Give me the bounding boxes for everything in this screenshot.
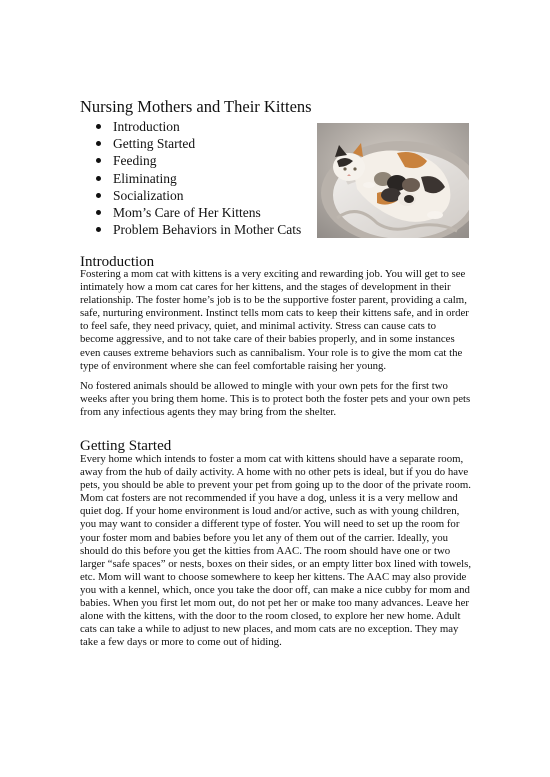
bullet-icon xyxy=(96,141,101,146)
bullet-icon xyxy=(96,193,101,198)
bullet-icon xyxy=(96,176,101,181)
bullet-icon xyxy=(96,210,101,215)
section-heading-introduction: Introduction xyxy=(80,254,155,270)
toc-label: Socialization xyxy=(113,187,184,203)
toc-item-eliminating xyxy=(96,170,301,187)
toc-item-feeding xyxy=(96,152,301,169)
toc-label: Mom’s Care of Her Kittens xyxy=(113,205,261,221)
intro-paragraph-1: Fostering a mom cat with kittens is a very exciting and rewarding job. You will get to see intimately how a mom cat cares for her kittens, and the stages of development in their relationship. The foster home’s job is to be the supportive foster parent, providing a calm, safe, nurturing environment. Instinct tells mom cats to keep their kittens safe, and in order to feel safe, they need privacy, quiet, and minimal activity. Stress can cause cats to become aggressive, and to not take care of their babies properly, and in some instances even causes extreme behaviors such as cannibalism. Your role is to give the mom cat the type of environment where she can feel comfortable raising her young. xyxy=(80,268,469,372)
toc-label: Problem Behaviors in Mother Cats xyxy=(113,222,302,238)
toc-label: Getting Started xyxy=(113,136,196,152)
bullet-icon xyxy=(96,124,101,129)
section-heading-getting-started: Getting Started xyxy=(80,438,172,454)
toc-label: Introduction xyxy=(113,119,180,134)
toc-item-socialization xyxy=(96,187,301,204)
toc-item-getting-started xyxy=(96,135,301,152)
document-title: Nursing Mothers and Their Kittens xyxy=(80,97,312,116)
toc-label: Feeding xyxy=(113,153,157,169)
toc-item-problem-behaviors xyxy=(96,221,301,238)
toc-label: Eliminating xyxy=(113,170,177,186)
table-of-contents xyxy=(96,118,301,238)
bullet-icon xyxy=(96,158,101,163)
bullet-icon xyxy=(96,227,101,232)
intro-paragraph-2: No fostered animals should be allowed to mingle with your own pets for the first two weeks after you bring them home. This is to protect both the foster pets and your own pets from any infectious agents they may bring from the shelter. xyxy=(80,380,471,419)
toc-item-moms-care xyxy=(96,204,301,221)
getting-started-paragraph: Every home which intends to foster a mom cat with kittens should have a separate room, away from the hub of daily activity. A home with no other pets is ideal, but if you do have pets, you should be able to prevent your pet from going up to the door of the private room. Mom cat fosters are not recommended if you have a dog, unless it is a very mellow and quiet dog. If your home environment is loud and/or active, such as with young children, you may want to consider a different type of foster. You will need to set up the room for your foster mom and babies before you let any of them out of the carrier. Ideally, you should do this before you get the kitties from AAC. The room should have one or two larger “safe spaces” or nests, boxes on their sides, or an empty litter box lined with towels, etc. Mom will want to choose somewhere to keep her kittens. The AAC may also provide you with a kennel, which, once you take the door off, can make a nice cubby for mom and babies. When you first let mom out, do not pet her or make too many advances. Leave her alone with the kittens, with the door to the room closed, to explore her new home. Adult cats can take a while to adjust to new places, and mom cats are no exception. They may take a few days or more to come out of hiding. xyxy=(80,453,472,649)
toc-item-introduction xyxy=(96,118,301,135)
mother-cat-kittens-photo xyxy=(317,123,469,238)
